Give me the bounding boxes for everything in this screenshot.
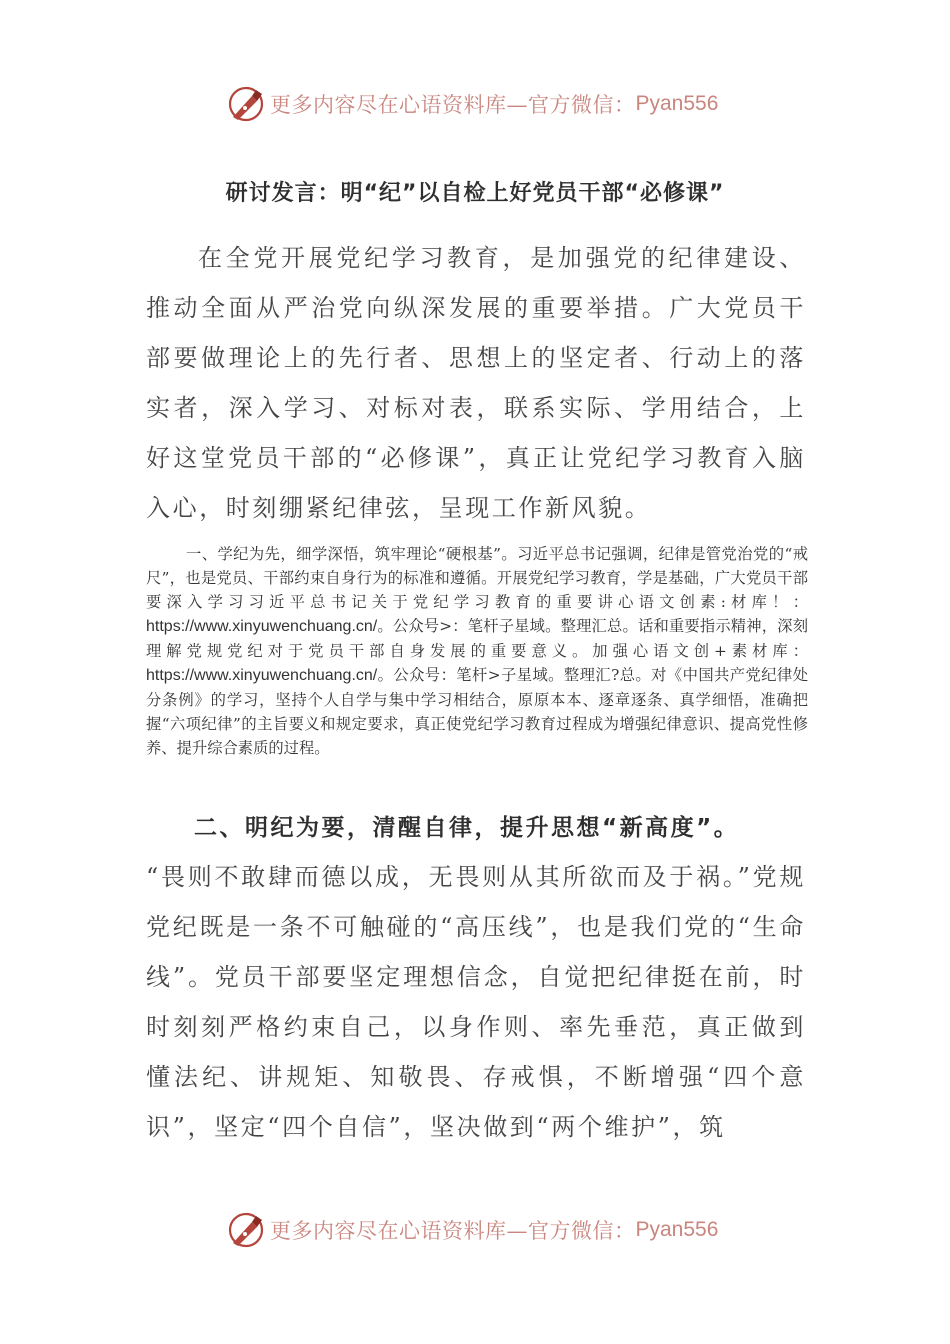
source-url-2: https://www.xinyuwenchuang.cn/ <box>146 667 378 684</box>
banner-text: 更多内容尽在心语资料库—官方微信： <box>270 1219 636 1243</box>
banner-text: 更多内容尽在心语资料库—官方微信： <box>270 93 636 117</box>
source-url-1: https://www.xinyuwenchuang.cn/ <box>146 618 378 635</box>
intro-paragraph: 在全党开展党纪学习教育，是加强党的纪律建设、推动全面从严治党向纵深发展的重要举措。广大党员干部要做理论上的先行者、思想上的坚定者、行动上的落实者，深入学习、对标对表，联系实际、学用结合，上好这堂党员干部的“必修课”，真正让党纪学习教育入脑入心，时刻绷紧纪律弦，呈现工作新风貌。 <box>146 244 806 522</box>
header-banner <box>226 82 718 126</box>
pen-nib-logo-icon <box>226 84 266 124</box>
section-2-heading: 二、明纪为要，清醒自律，提升思想“新高度”。 <box>194 815 740 841</box>
footer-banner <box>226 1208 718 1252</box>
document-title: 研讨发言：明“纪”以自检上好党员干部“必修课” <box>225 181 725 206</box>
section-2-paragraph: “畏则不敢肆而德以成，无畏则从其所欲而及于祸。”党规党纪既是一条不可触碰的“高压线”，也是我们党的“生命线”。党员干部要坚定理想信念，自觉把纪律挺在前，时时刻刻严格约束自己，以身作则、率先垂范，真正做到懂法纪、讲规矩、知敬畏、存戒惧，不断增强“四个意识”，坚定“四个自信”，坚决做到“两个维护”，筑 <box>146 863 806 1141</box>
section-1-text-b: 。公众号>：笔杆子星域。整理汇总。话和重要指示精神，深刻理解党规党纪对于党员干部自身发展的重要意义。加强心语文创+素材库： <box>146 617 808 660</box>
pen-nib-logo-icon <box>226 1210 266 1250</box>
banner-wechat-id: Pyan556 <box>635 92 719 115</box>
banner-wechat-id: Pyan556 <box>635 1218 719 1241</box>
section-1-text-a: 一、学纪为先，细学深悟，筑牢理论“硬根基”。习近平总书记强调，纪律是管党治党的“戒尺”，也是党员、干部约束自身行为的标准和遵循。开展党纪学习教育，学是基础，广大党员干部要深入学习习近平总书记关于党纪学习教育的重要讲心语文创素:材库！： <box>146 545 808 611</box>
section-1-paragraph <box>146 542 808 760</box>
section-1-text-c: 。公众号：笔杆>子星域。整理汇?总。对《中国共产党纪律处分条例》的学习，坚持个人自学与集中学习相结合，原原本本、逐章逐条、真学细悟，准确把握“六项纪律”的主旨要义和规定要求，真正使党纪学习教育过程成为增强纪律意识、提高党性修养、提升综合素质的过程。 <box>146 666 808 757</box>
